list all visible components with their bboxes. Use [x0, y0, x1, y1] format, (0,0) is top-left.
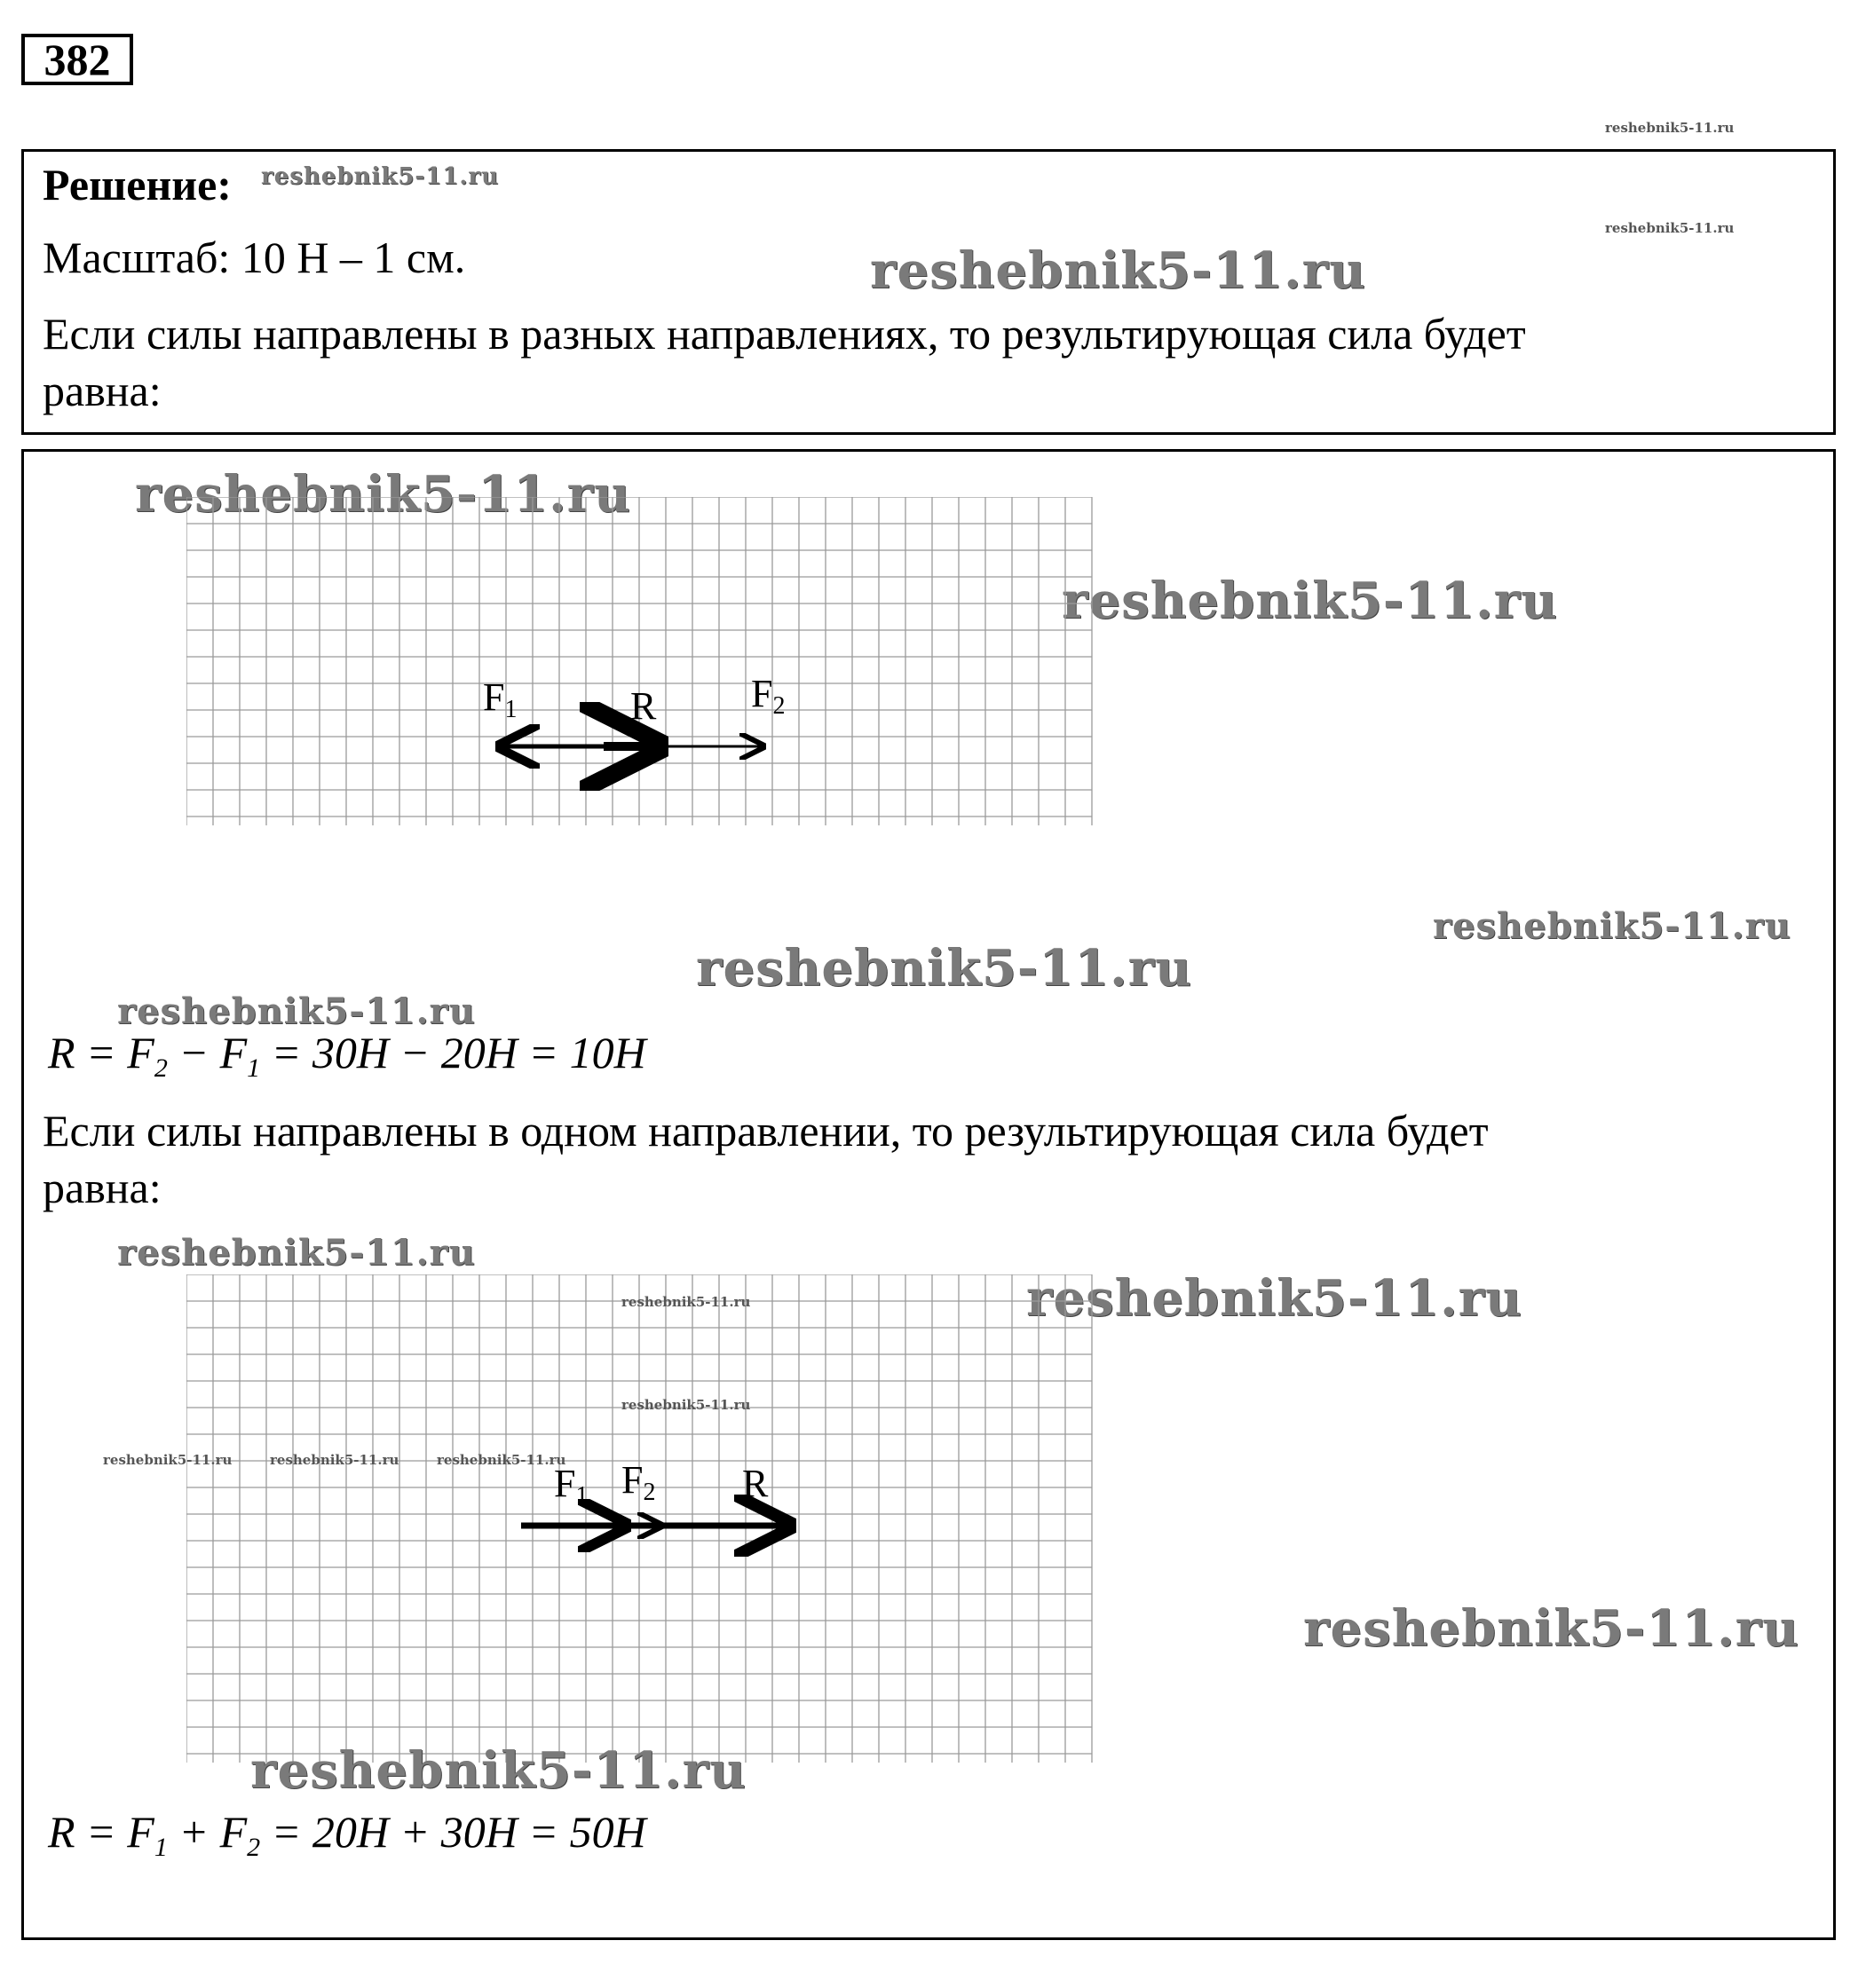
watermark: reshebnik5-11.ru — [1026, 1269, 1522, 1328]
f1-label: F1 — [554, 1462, 589, 1510]
watermark: reshebnik5-11.ru — [1303, 1599, 1799, 1658]
watermark: reshebnik5-11.ru — [103, 1452, 233, 1468]
watermark: reshebnik5-11.ru — [135, 465, 631, 524]
scale-line: Масштаб: 10 Н – 1 см. — [43, 233, 466, 282]
watermark: reshebnik5-11.ru — [621, 1397, 751, 1413]
case1-text-line1: Если силы направлены в разных направлениях, то результирующая сила будет — [43, 309, 1526, 359]
watermark: reshebnik5-11.ru — [437, 1452, 566, 1468]
case1-grid — [186, 497, 1101, 834]
f2-label: F2 — [751, 672, 786, 720]
watermark: reshebnik5-11.ru — [250, 1741, 747, 1800]
watermark: reshebnik5-11.ru — [1605, 220, 1735, 236]
watermark: reshebnik5-11.ru — [696, 939, 1192, 998]
case1-text-line2: равна: — [43, 366, 162, 415]
watermark: reshebnik5-11.ru — [1605, 120, 1735, 136]
r-label: R — [630, 684, 657, 728]
case2-formula: $R = F_1 + F_2 = 20H + 30H = 50H$ — [48, 1807, 646, 1862]
case2-text-line1: Если силы направлены в одном направлении, то результирующая сила будет — [43, 1106, 1489, 1156]
watermark: reshebnik5-11.ru — [1433, 905, 1791, 947]
watermark: reshebnik5-11.ru — [117, 990, 476, 1032]
watermark: reshebnik5-11.ru — [117, 1232, 476, 1274]
f2-label: F2 — [621, 1458, 656, 1506]
watermark: reshebnik5-11.ru — [1062, 572, 1558, 630]
watermark: reshebnik5-11.ru — [261, 163, 500, 190]
case2-text-line2: равна: — [43, 1163, 162, 1212]
problem-number: 382 — [21, 34, 133, 85]
watermark: reshebnik5-11.ru — [870, 241, 1366, 300]
case2-grid — [186, 1274, 1101, 1771]
r-label: R — [742, 1462, 769, 1505]
case1-formula: $R = F_2 - F_1 = 30H - 20H = 10H$ — [48, 1028, 646, 1083]
solution-heading: Решение: — [43, 160, 232, 209]
f1-label: F1 — [483, 675, 518, 723]
watermark: reshebnik5-11.ru — [270, 1452, 399, 1468]
watermark: reshebnik5-11.ru — [621, 1294, 751, 1310]
